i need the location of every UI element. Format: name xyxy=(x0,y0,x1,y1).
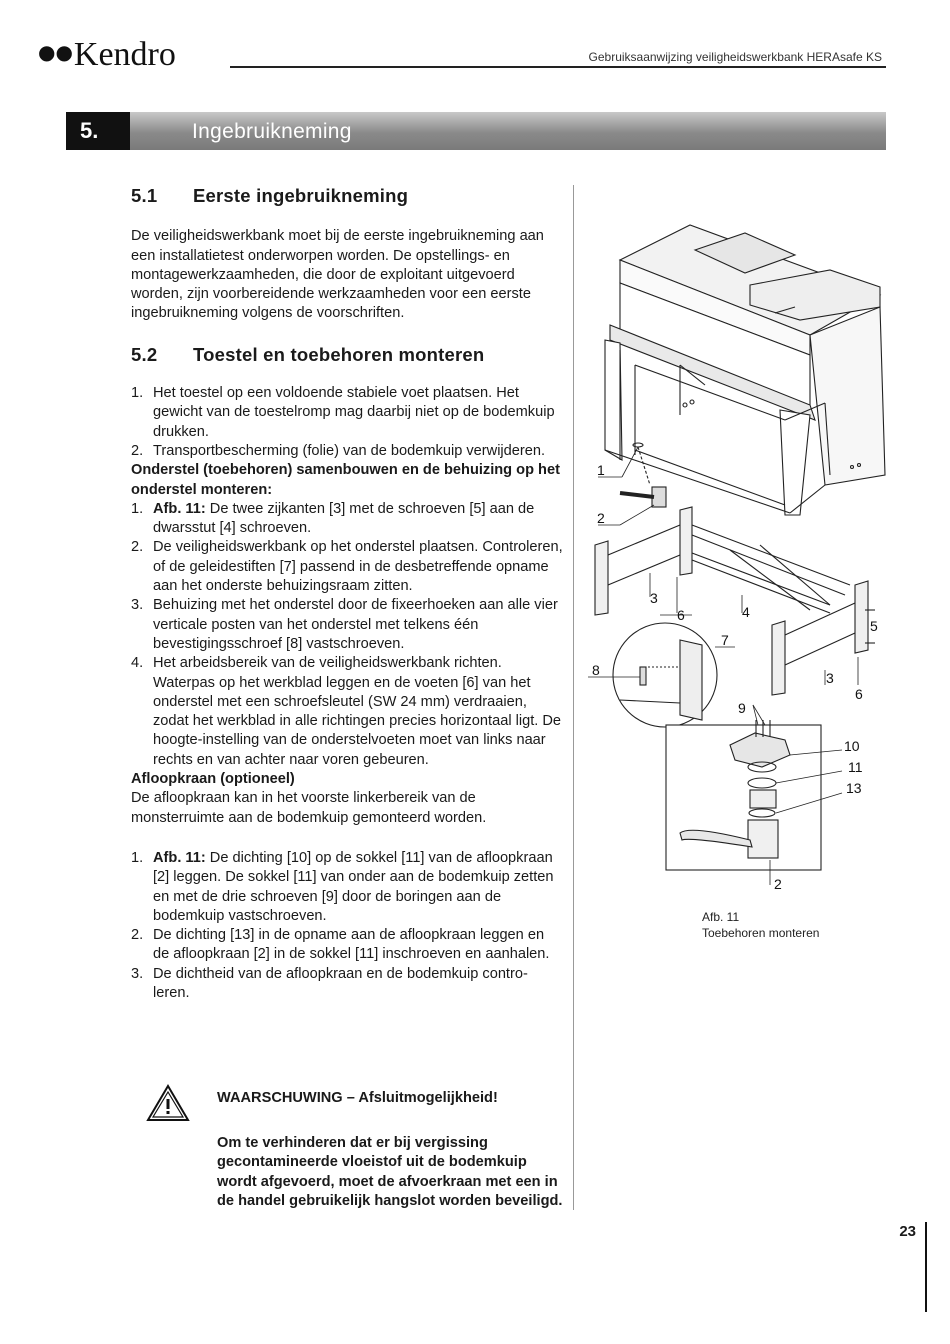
main-text-column xyxy=(131,186,563,1003)
detail-box-drawing xyxy=(666,720,821,870)
list-item: 1. Het toestel op een voldoende stabiele voet plaatsen. Het gewicht van de toestelromp mag daarbij niet op de bodemkuip drukken. xyxy=(131,385,555,440)
logo-dots-icon: ●● xyxy=(38,40,73,64)
figure-11-drawing xyxy=(580,215,890,905)
chapter-number: 5. xyxy=(66,112,130,150)
figure-caption-title: Toebehoren monteren xyxy=(702,926,820,940)
kendro-logo xyxy=(38,36,176,74)
chapter-title: Ingebruikneming xyxy=(130,112,886,150)
list-item: 3. Behuizing met het onderstel door de fixeerhoeken aan alle vier verticale posten van het onderstel met telkens één bevestigingsschroef [8] vastschroeven. xyxy=(131,597,558,652)
list-item: 2. Transportbescherming (folie) van de bodemkuip verwijderen. xyxy=(131,442,546,459)
part-label: 11 xyxy=(848,759,863,775)
warning-title: WAARSCHUWING – Afsluitmogelijkheid! xyxy=(217,1090,498,1106)
header-rule xyxy=(230,66,886,68)
subheading-onderstel: Onderstel (toebehoren) samenbouwen en de behuizing op het onderstel monteren: xyxy=(131,462,560,498)
part-label: 8 xyxy=(592,662,600,678)
list-item: 2. De dichting [13] in de opname aan de afloopkraan leggen en de afloopkraan [2] in de sokkel [11] inschroeven en aanhalen. xyxy=(131,927,550,963)
list-item: 2. De veiligheidswerkbank op het onderstel plaatsen. Controleren, of de geleidestiften [7] passend in de desbetreffende opname aan het onderste behuizingsraam zitten. xyxy=(131,539,563,595)
onderstel-list xyxy=(131,500,563,770)
warning-triangle-icon xyxy=(146,1084,190,1122)
part-label: 4 xyxy=(742,604,750,620)
page-number: 23 xyxy=(899,1223,916,1240)
part-label: 2 xyxy=(597,510,605,526)
warning-text: Om te verhinderen dat er bij vergissing gecontamineerde vloeistof uit de bodemkuip wordt afgevoerd, moet de afvoerkraan met een in de handel gebruikelijk hangslot worden beveiligd. xyxy=(217,1135,563,1209)
setup-list xyxy=(131,384,563,461)
figure-caption xyxy=(702,909,819,941)
part-label: 2 xyxy=(774,876,782,892)
list-item: 1. Afb. 11: De twee zijkanten [3] met de schroeven [5] aan de dwarsstut [4] schroeven. xyxy=(131,500,535,537)
subheading-afloopkraan: Afloopkraan (optioneel) xyxy=(131,771,295,788)
part-label: 3 xyxy=(826,670,834,686)
part-label: 5 xyxy=(870,618,878,634)
chapter-banner xyxy=(66,112,886,150)
page-number-rule xyxy=(925,1222,927,1312)
part-label: 10 xyxy=(844,738,860,754)
detail-circle-drawing xyxy=(613,623,717,727)
part-label: 13 xyxy=(846,780,862,796)
part-label: 1 xyxy=(597,462,605,478)
section-heading-5-2: 5.2 Toestel en toebehoren monteren xyxy=(131,343,485,365)
section-5-1-paragraph: De veiligheidswerkbank moet bij de eerste ingebruikneming aan een installatietest onderworpen worden. De opstellings- en montagewerkzaamheden, die door de exploitant uitgevoerd worden, zijn voorbereidende werkzaamheden voor een eerste ingebruikneming volgens de voorschriften. xyxy=(131,228,544,322)
column-divider xyxy=(573,185,574,1210)
figure-caption-number: Afb. 11 xyxy=(702,910,740,924)
list-item: 1. Afb. 11: De dichting [10] op de sokkel [11] van de afloopkraan [2] leggen. De sokkel [11] van onder aan de bodemkuip zetten en met de drie schroeven [9] door de boringen aan de bodemkuip vastschroeven. xyxy=(131,849,554,924)
section-heading-5-1: 5.1 Eerste ingebruikneming xyxy=(131,185,409,206)
list-item: 3. De dichtheid van de afloopkraan en de bodemkuip contro- leren. xyxy=(131,965,528,1001)
cabinet-drawing xyxy=(605,225,885,515)
part-label: 7 xyxy=(721,632,729,648)
running-header-title: Gebruiksaanwijzing veiligheidswerkbank HERAsafe KS xyxy=(588,50,882,64)
part-label: 9 xyxy=(738,700,746,716)
part-label: 3 xyxy=(650,590,658,606)
part-label: 6 xyxy=(855,686,863,702)
list-item: 4. Het arbeidsbereik van de veiligheidswerkbank richten. Waterpas op het werkblad leggen en de voeten [6] van het onderstel met een schroefsleutel (SW 24 mm) verdraaien, zodat het werkblad in alle richtingen precies horizontaal ligt. De hoogte-instelling van de onderstelvoeten moet van links naar rechts en van achter naar voren gebeuren. xyxy=(131,655,562,768)
afloopkraan-paragraph: De afloopkraan kan in het voorste linkerbereik van de monsterruimte aan de bodemkuip gemonteerd worden. xyxy=(131,790,487,826)
afloopkraan-list xyxy=(131,849,563,1003)
logo-text: Kendro xyxy=(73,36,176,73)
part-label: 6 xyxy=(677,607,685,623)
